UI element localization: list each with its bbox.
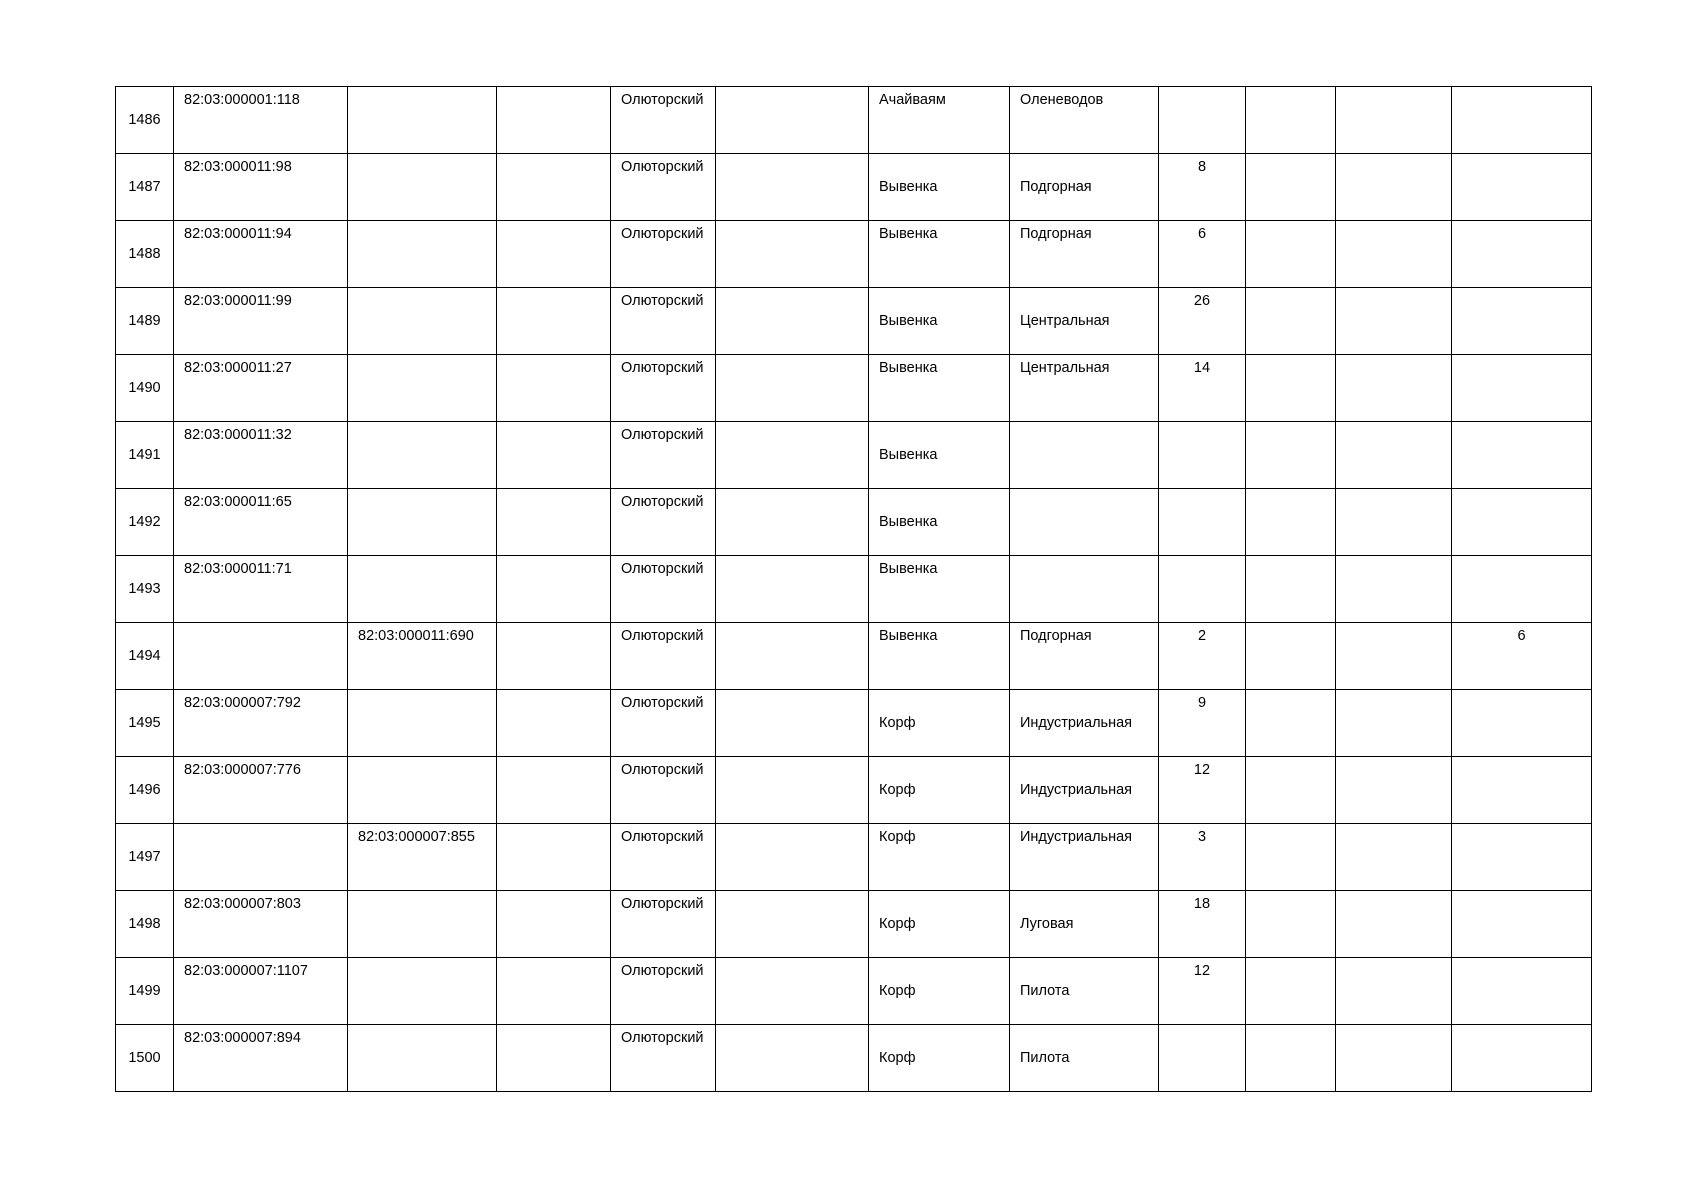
- empty-cell: [497, 154, 611, 221]
- cadastral-land-cell: 82:03:000011:27: [174, 355, 348, 422]
- street-cell: Индустриальная: [1010, 824, 1159, 891]
- cadastral-land-cell: 82:03:000007:776: [174, 757, 348, 824]
- house-number-cell: 9: [1159, 690, 1246, 757]
- locality-cell: Вывенка: [869, 355, 1010, 422]
- district-cell: Олюторский: [611, 1025, 716, 1092]
- empty-cell: [497, 288, 611, 355]
- empty-cell: [716, 824, 869, 891]
- locality-cell: Вывенка: [869, 154, 1010, 221]
- empty-cell: [1246, 1025, 1336, 1092]
- locality-cell: Ачайваям: [869, 87, 1010, 154]
- empty-cell: [716, 556, 869, 623]
- row-number-cell: 1493: [116, 556, 174, 623]
- empty-cell: [716, 422, 869, 489]
- locality-cell: Вывенка: [869, 422, 1010, 489]
- row-number-cell: 1497: [116, 824, 174, 891]
- empty-cell: [497, 690, 611, 757]
- empty-cell: [716, 489, 869, 556]
- empty-cell: [1246, 690, 1336, 757]
- locality-cell: Корф: [869, 690, 1010, 757]
- cadastral-building-cell: [348, 1025, 497, 1092]
- empty-cell: [716, 757, 869, 824]
- table-row: [116, 154, 1592, 221]
- empty-cell: [1246, 154, 1336, 221]
- empty-cell: [1246, 288, 1336, 355]
- empty-cell: [716, 288, 869, 355]
- empty-cell: [1336, 288, 1452, 355]
- table-row: [116, 556, 1592, 623]
- apartment-cell: [1452, 690, 1592, 757]
- district-cell: Олюторский: [611, 87, 716, 154]
- row-number-cell: 1491: [116, 422, 174, 489]
- locality-cell: Корф: [869, 958, 1010, 1025]
- house-number-cell: 6: [1159, 221, 1246, 288]
- house-number-cell: 26: [1159, 288, 1246, 355]
- empty-cell: [1336, 154, 1452, 221]
- cadastral-building-cell: [348, 288, 497, 355]
- district-cell: Олюторский: [611, 556, 716, 623]
- cadastral-land-cell: 82:03:000011:99: [174, 288, 348, 355]
- cadastral-building-cell: [348, 690, 497, 757]
- street-cell: Индустриальная: [1010, 690, 1159, 757]
- apartment-cell: [1452, 154, 1592, 221]
- cadastral-building-cell: [348, 154, 497, 221]
- empty-cell: [1336, 87, 1452, 154]
- empty-cell: [497, 891, 611, 958]
- table-row: [116, 1025, 1592, 1092]
- cadastral-building-cell: [348, 489, 497, 556]
- district-cell: Олюторский: [611, 623, 716, 690]
- table-row: [116, 623, 1592, 690]
- table-row: [116, 824, 1592, 891]
- empty-cell: [1336, 958, 1452, 1025]
- empty-cell: [1336, 824, 1452, 891]
- cadastral-building-cell: [348, 757, 497, 824]
- locality-cell: Корф: [869, 824, 1010, 891]
- locality-cell: Вывенка: [869, 489, 1010, 556]
- empty-cell: [716, 891, 869, 958]
- table-row: [116, 87, 1592, 154]
- empty-cell: [1246, 824, 1336, 891]
- district-cell: Олюторский: [611, 757, 716, 824]
- district-cell: Олюторский: [611, 288, 716, 355]
- cadastral-land-cell: 82:03:000007:792: [174, 690, 348, 757]
- registry-table: [115, 86, 1592, 1092]
- apartment-cell: [1452, 891, 1592, 958]
- house-number-cell: 2: [1159, 623, 1246, 690]
- empty-cell: [716, 690, 869, 757]
- district-cell: Олюторский: [611, 891, 716, 958]
- street-cell: Оленеводов: [1010, 87, 1159, 154]
- empty-cell: [716, 154, 869, 221]
- district-cell: Олюторский: [611, 422, 716, 489]
- table-row: [116, 288, 1592, 355]
- cadastral-land-cell: 82:03:000001:118: [174, 87, 348, 154]
- apartment-cell: [1452, 221, 1592, 288]
- empty-cell: [497, 757, 611, 824]
- cadastral-land-cell: 82:03:000011:71: [174, 556, 348, 623]
- empty-cell: [497, 422, 611, 489]
- row-number-cell: 1494: [116, 623, 174, 690]
- empty-cell: [497, 824, 611, 891]
- street-cell: Подгорная: [1010, 221, 1159, 288]
- street-cell: [1010, 489, 1159, 556]
- table-body: [116, 87, 1592, 1092]
- house-number-cell: 18: [1159, 891, 1246, 958]
- apartment-cell: [1452, 355, 1592, 422]
- district-cell: Олюторский: [611, 489, 716, 556]
- street-cell: [1010, 556, 1159, 623]
- apartment-cell: [1452, 422, 1592, 489]
- locality-cell: Вывенка: [869, 221, 1010, 288]
- apartment-cell: [1452, 489, 1592, 556]
- empty-cell: [497, 1025, 611, 1092]
- empty-cell: [1336, 1025, 1452, 1092]
- empty-cell: [1336, 891, 1452, 958]
- street-cell: [1010, 422, 1159, 489]
- empty-cell: [497, 221, 611, 288]
- cadastral-building-cell: [348, 556, 497, 623]
- table-row: [116, 221, 1592, 288]
- apartment-cell: [1452, 958, 1592, 1025]
- cadastral-land-cell: 82:03:000011:98: [174, 154, 348, 221]
- house-number-cell: [1159, 556, 1246, 623]
- cadastral-building-cell: 82:03:000007:855: [348, 824, 497, 891]
- empty-cell: [497, 623, 611, 690]
- district-cell: Олюторский: [611, 355, 716, 422]
- empty-cell: [1336, 422, 1452, 489]
- cadastral-building-cell: [348, 355, 497, 422]
- table-row: [116, 489, 1592, 556]
- house-number-cell: 8: [1159, 154, 1246, 221]
- empty-cell: [716, 355, 869, 422]
- row-number-cell: 1490: [116, 355, 174, 422]
- empty-cell: [1246, 757, 1336, 824]
- cadastral-land-cell: [174, 824, 348, 891]
- house-number-cell: 12: [1159, 757, 1246, 824]
- cadastral-building-cell: [348, 87, 497, 154]
- empty-cell: [1246, 422, 1336, 489]
- cadastral-land-cell: 82:03:000007:803: [174, 891, 348, 958]
- locality-cell: Корф: [869, 1025, 1010, 1092]
- apartment-cell: [1452, 556, 1592, 623]
- empty-cell: [1246, 489, 1336, 556]
- table-row: [116, 690, 1592, 757]
- district-cell: Олюторский: [611, 221, 716, 288]
- empty-cell: [1336, 221, 1452, 288]
- street-cell: Подгорная: [1010, 154, 1159, 221]
- district-cell: Олюторский: [611, 958, 716, 1025]
- cadastral-building-cell: 82:03:000011:690: [348, 623, 497, 690]
- empty-cell: [1246, 891, 1336, 958]
- house-number-cell: 3: [1159, 824, 1246, 891]
- cadastral-building-cell: [348, 958, 497, 1025]
- house-number-cell: 14: [1159, 355, 1246, 422]
- table-row: [116, 891, 1592, 958]
- empty-cell: [1246, 355, 1336, 422]
- cadastral-land-cell: 82:03:000011:94: [174, 221, 348, 288]
- row-number-cell: 1499: [116, 958, 174, 1025]
- empty-cell: [1246, 623, 1336, 690]
- cadastral-building-cell: [348, 422, 497, 489]
- house-number-cell: [1159, 422, 1246, 489]
- apartment-cell: [1452, 87, 1592, 154]
- house-number-cell: [1159, 1025, 1246, 1092]
- house-number-cell: [1159, 489, 1246, 556]
- empty-cell: [1336, 757, 1452, 824]
- empty-cell: [1336, 355, 1452, 422]
- cadastral-land-cell: [174, 623, 348, 690]
- street-cell: Пилота: [1010, 1025, 1159, 1092]
- row-number-cell: 1496: [116, 757, 174, 824]
- cadastral-land-cell: 82:03:000007:894: [174, 1025, 348, 1092]
- row-number-cell: 1500: [116, 1025, 174, 1092]
- empty-cell: [1336, 623, 1452, 690]
- apartment-cell: [1452, 1025, 1592, 1092]
- empty-cell: [716, 958, 869, 1025]
- cadastral-building-cell: [348, 221, 497, 288]
- empty-cell: [1246, 556, 1336, 623]
- apartment-cell: [1452, 824, 1592, 891]
- street-cell: Индустриальная: [1010, 757, 1159, 824]
- district-cell: Олюторский: [611, 154, 716, 221]
- street-cell: Луговая: [1010, 891, 1159, 958]
- house-number-cell: [1159, 87, 1246, 154]
- row-number-cell: 1487: [116, 154, 174, 221]
- empty-cell: [497, 556, 611, 623]
- row-number-cell: 1498: [116, 891, 174, 958]
- apartment-cell: 6: [1452, 623, 1592, 690]
- table-row: [116, 422, 1592, 489]
- empty-cell: [1336, 690, 1452, 757]
- cadastral-building-cell: [348, 891, 497, 958]
- empty-cell: [716, 221, 869, 288]
- street-cell: Центральная: [1010, 355, 1159, 422]
- cadastral-land-cell: 82:03:000007:1107: [174, 958, 348, 1025]
- cadastral-land-cell: 82:03:000011:32: [174, 422, 348, 489]
- locality-cell: Корф: [869, 891, 1010, 958]
- row-number-cell: 1486: [116, 87, 174, 154]
- house-number-cell: 12: [1159, 958, 1246, 1025]
- street-cell: Подгорная: [1010, 623, 1159, 690]
- empty-cell: [716, 87, 869, 154]
- empty-cell: [497, 355, 611, 422]
- locality-cell: Вывенка: [869, 556, 1010, 623]
- cadastral-land-cell: 82:03:000011:65: [174, 489, 348, 556]
- locality-cell: Вывенка: [869, 288, 1010, 355]
- apartment-cell: [1452, 757, 1592, 824]
- row-number-cell: 1488: [116, 221, 174, 288]
- row-number-cell: 1492: [116, 489, 174, 556]
- table-row: [116, 355, 1592, 422]
- street-cell: Пилота: [1010, 958, 1159, 1025]
- district-cell: Олюторский: [611, 690, 716, 757]
- empty-cell: [716, 623, 869, 690]
- empty-cell: [1246, 958, 1336, 1025]
- empty-cell: [1246, 221, 1336, 288]
- row-number-cell: 1495: [116, 690, 174, 757]
- apartment-cell: [1452, 288, 1592, 355]
- empty-cell: [497, 87, 611, 154]
- empty-cell: [1336, 556, 1452, 623]
- table-row: [116, 757, 1592, 824]
- empty-cell: [1336, 489, 1452, 556]
- district-cell: Олюторский: [611, 824, 716, 891]
- street-cell: Центральная: [1010, 288, 1159, 355]
- locality-cell: Вывенка: [869, 623, 1010, 690]
- empty-cell: [1246, 87, 1336, 154]
- table-row: [116, 958, 1592, 1025]
- locality-cell: Корф: [869, 757, 1010, 824]
- empty-cell: [716, 1025, 869, 1092]
- row-number-cell: 1489: [116, 288, 174, 355]
- empty-cell: [497, 489, 611, 556]
- empty-cell: [497, 958, 611, 1025]
